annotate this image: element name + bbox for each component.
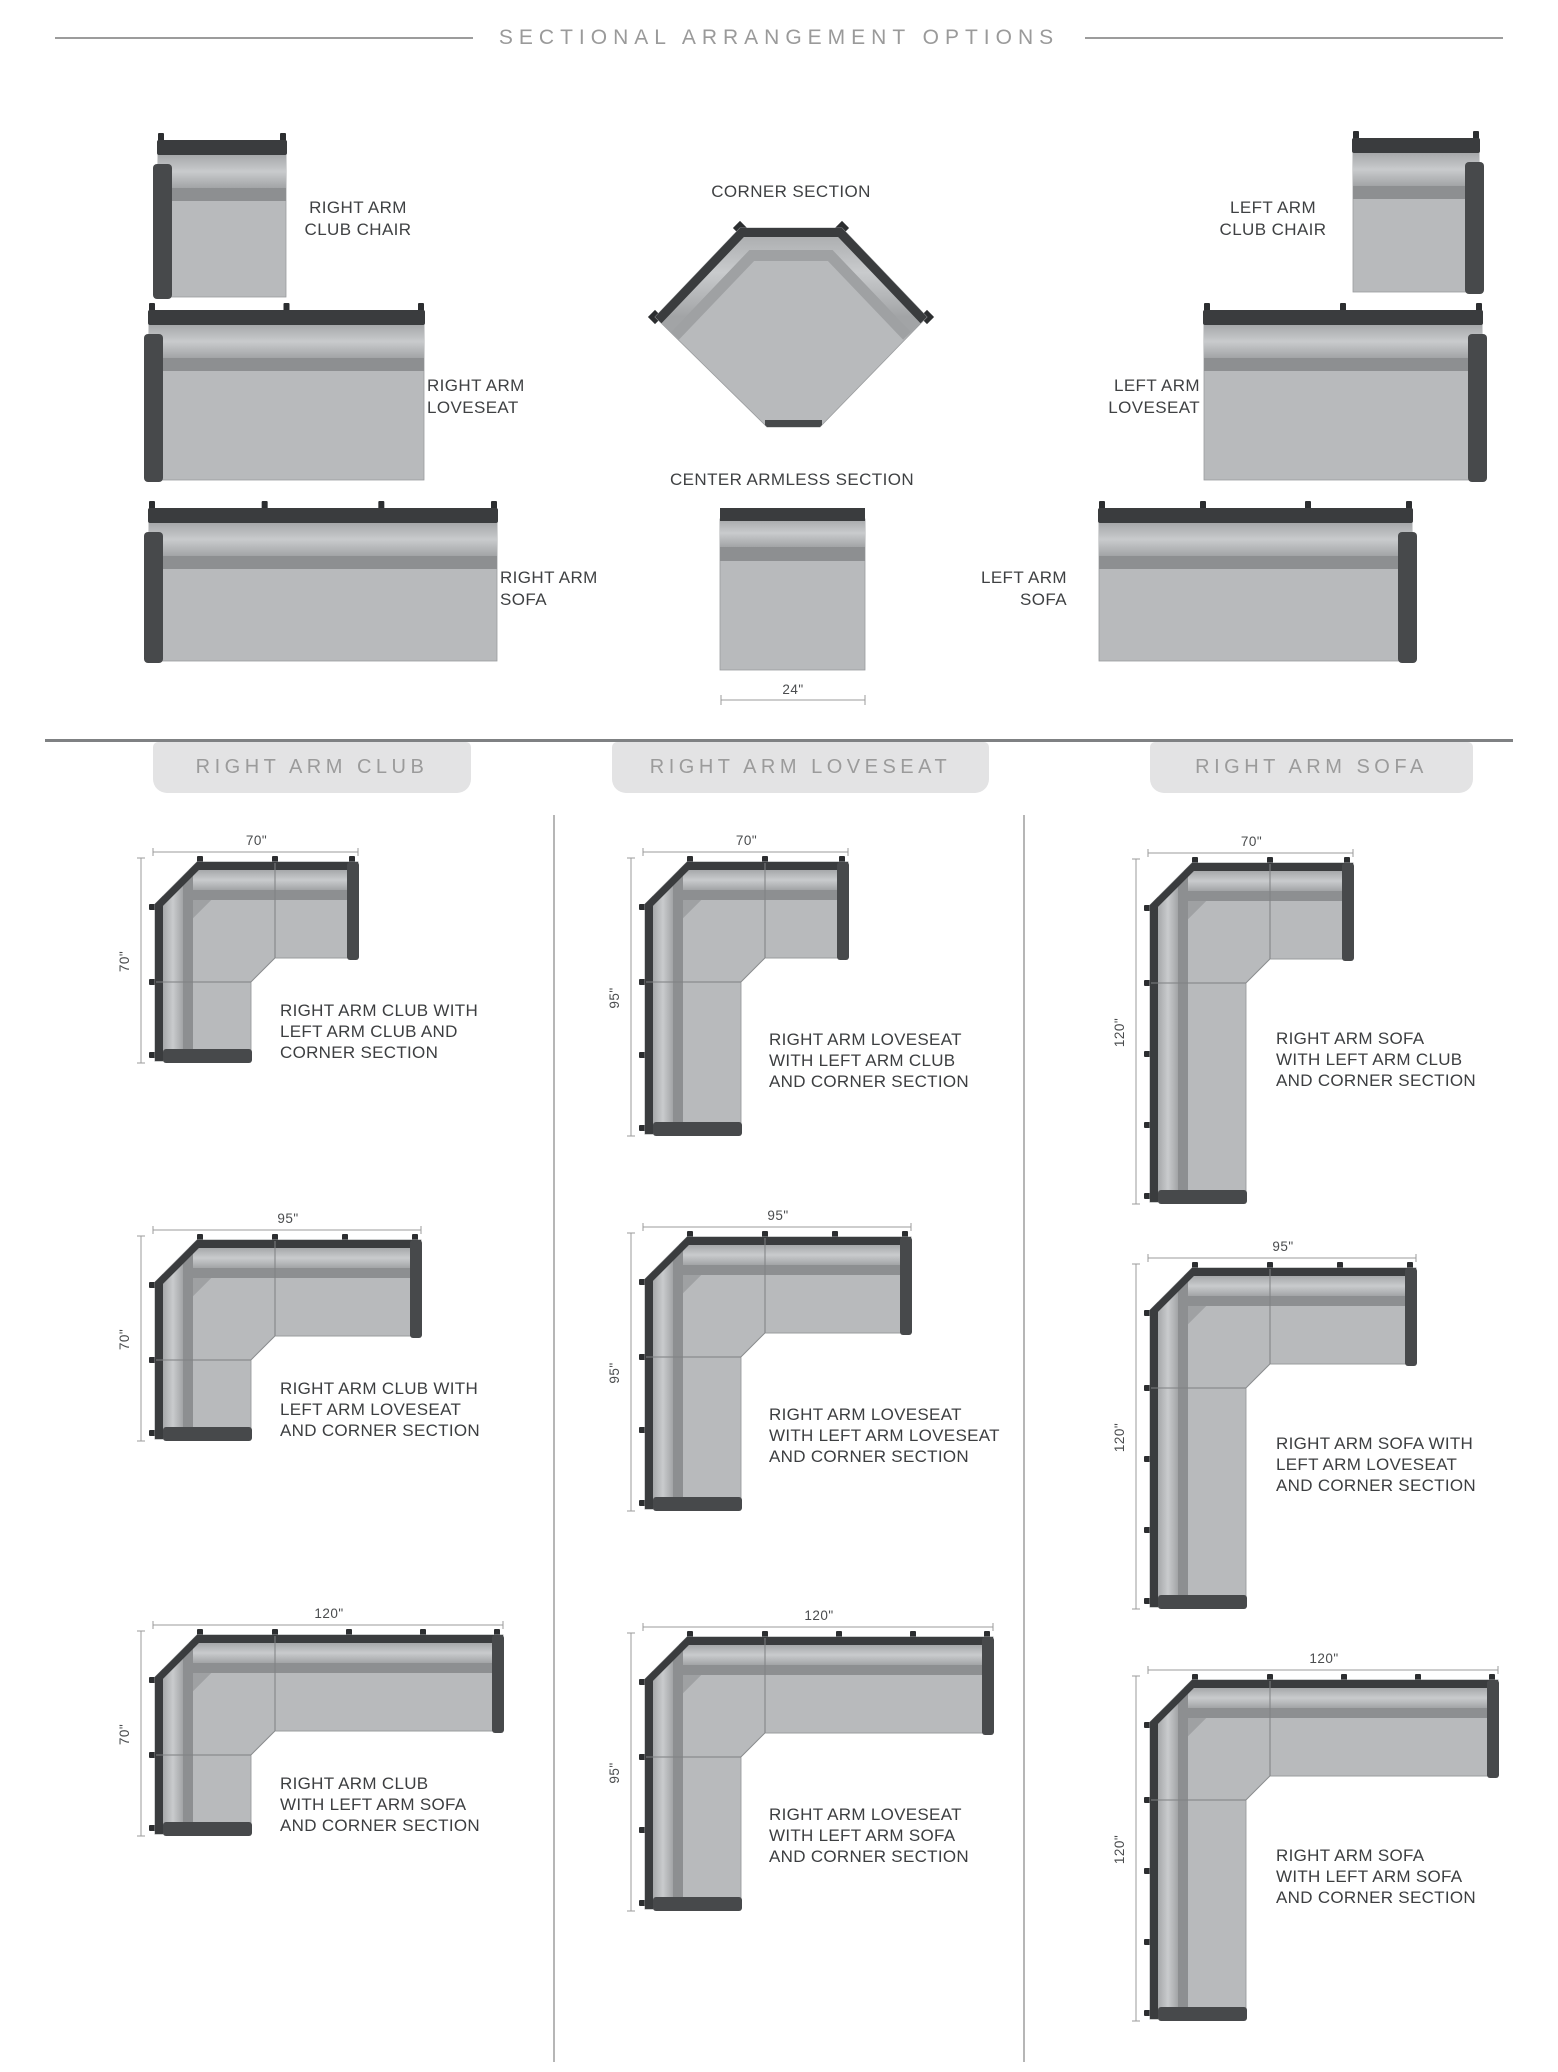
label-line: CLUB CHAIR — [1219, 220, 1327, 239]
arrangement-description — [1276, 1433, 1536, 1496]
description-line: LEFT ARM CLUB AND — [280, 1022, 458, 1041]
width-dimension-label: 70" — [735, 833, 758, 848]
label-line: LEFT ARM — [1229, 198, 1317, 217]
width-dimension-label: 120" — [804, 1608, 834, 1623]
label-line: LEFT ARM — [1113, 376, 1200, 395]
width-dimension-label: 70" — [1240, 834, 1263, 849]
height-dimension — [627, 858, 635, 1136]
height-dimension-label: 70" — [117, 1328, 132, 1351]
arrangement-description — [280, 1000, 540, 1063]
label-line: SOFA — [500, 590, 547, 609]
right-arm-club-chair-label — [288, 197, 428, 241]
height-dimension — [1132, 1676, 1140, 2021]
description-line: CORNER SECTION — [280, 1043, 439, 1062]
description-line: RIGHT ARM SOFA WITH — [1276, 1434, 1474, 1453]
armless-width-dimension: 24" — [782, 682, 804, 697]
description-line: RIGHT ARM LOVESEAT — [769, 1030, 962, 1049]
description-line: AND CORNER SECTION — [280, 1816, 480, 1835]
width-dimension — [643, 848, 848, 856]
center-armless-section-diagram — [718, 504, 870, 706]
left-arm-club-chair-label — [1203, 197, 1343, 241]
height-dimension — [1132, 859, 1140, 1204]
width-dimension-label: 120" — [1309, 1651, 1339, 1666]
height-dimension-label: 70" — [117, 950, 132, 973]
description-line: RIGHT ARM CLUB — [280, 1774, 429, 1793]
sectional-diagram — [1106, 1644, 1514, 2037]
header-rule-left — [55, 37, 473, 39]
description-line: WITH LEFT ARM CLUB — [769, 1051, 956, 1070]
header-rule-right — [1085, 37, 1503, 39]
left-arm-sofa-label — [907, 567, 1067, 611]
description-line: WITH LEFT ARM LOVESEAT — [769, 1426, 1000, 1445]
page-title: SECTIONAL ARRANGEMENT OPTIONS — [498, 26, 1060, 49]
height-dimension-label: 95" — [607, 1362, 622, 1384]
description-line: WITH LEFT ARM CLUB — [1276, 1050, 1463, 1069]
tab-right-arm-sofa: RIGHT ARM SOFA — [1150, 742, 1473, 793]
label-line: RIGHT ARM — [427, 376, 525, 395]
height-dimension — [137, 1631, 145, 1836]
label-line: LOVESEAT — [1108, 398, 1200, 417]
description-line: AND CORNER SECTION — [280, 1421, 480, 1440]
arrangement-description — [769, 1404, 1029, 1467]
height-dimension-label: 95" — [607, 987, 622, 1009]
label-line: LEFT ARM — [980, 568, 1067, 587]
width-dimension-label: 120" — [314, 1606, 344, 1621]
sectional-diagram — [601, 1601, 1009, 1927]
description-line: WITH LEFT ARM SOFA — [280, 1795, 467, 1814]
height-dimension-label: 95" — [607, 1762, 622, 1784]
width-dimension — [153, 848, 358, 856]
arrangement-description — [1276, 1845, 1536, 1908]
description-line: RIGHT ARM CLUB WITH — [280, 1379, 479, 1398]
description-line: AND CORNER SECTION — [769, 1447, 969, 1466]
page-header — [55, 26, 1503, 50]
width-dimension-label: 95" — [1272, 1239, 1294, 1254]
width-dimension-label: 95" — [277, 1211, 299, 1226]
width-dimension — [643, 1223, 911, 1231]
width-dimension — [1148, 1254, 1416, 1262]
width-dimension — [153, 1621, 503, 1629]
height-dimension — [627, 1233, 635, 1511]
label-line: LOVESEAT — [427, 398, 519, 417]
description-line: RIGHT ARM SOFA — [1276, 1846, 1425, 1865]
height-dimension-label: 120" — [1112, 1834, 1127, 1865]
height-dimension — [137, 858, 145, 1063]
left-arm-sofa-diagram — [1092, 500, 1419, 667]
width-dimension-label: 70" — [245, 833, 268, 848]
height-dimension — [627, 1633, 635, 1911]
width-dimension — [1148, 1666, 1498, 1674]
center-armless-section-label: CENTER ARMLESS SECTION — [669, 470, 914, 489]
description-line: RIGHT ARM CLUB WITH — [280, 1001, 479, 1020]
left-arm-club-chair-diagram — [1346, 130, 1486, 298]
tab-right-arm-club: RIGHT ARM CLUB — [153, 742, 471, 793]
description-line: AND CORNER SECTION — [1276, 1888, 1476, 1907]
tab-right-arm-loveseat: RIGHT ARM LOVESEAT — [612, 742, 989, 793]
corner-section-label: CORNER SECTION — [711, 182, 871, 201]
description-line: RIGHT ARM LOVESEAT — [769, 1805, 962, 1824]
height-dimension-label: 120" — [1112, 1017, 1127, 1048]
right-arm-loveseat-diagram — [142, 302, 431, 486]
description-line: LEFT ARM LOVESEAT — [1276, 1455, 1458, 1474]
label-line: SOFA — [1020, 590, 1067, 609]
right-arm-sofa-diagram — [142, 500, 504, 667]
arrangement-description — [769, 1029, 1029, 1092]
left-arm-loveseat-diagram — [1197, 302, 1489, 486]
arrangement-description — [280, 1773, 540, 1836]
description-line: AND CORNER SECTION — [1276, 1476, 1476, 1495]
height-dimension — [1132, 1264, 1140, 1609]
arrangement-description — [769, 1804, 1029, 1867]
sectional-diagram — [1106, 827, 1369, 1220]
description-line: WITH LEFT ARM SOFA — [1276, 1867, 1463, 1886]
width-dimension — [153, 1226, 421, 1234]
label-line: RIGHT ARM — [309, 198, 407, 217]
sectional-diagram — [601, 1201, 927, 1527]
label-line: CLUB CHAIR — [304, 220, 412, 239]
right-arm-loveseat-label — [427, 375, 525, 419]
sectional-diagram — [1106, 1232, 1432, 1625]
arrangement-description — [1276, 1028, 1536, 1091]
corner-section-diagram — [650, 213, 932, 435]
sectional-diagram — [601, 826, 864, 1152]
description-line: AND CORNER SECTION — [769, 1847, 969, 1866]
right-arm-sofa-label — [500, 567, 598, 611]
height-dimension — [137, 1236, 145, 1441]
width-dimension — [643, 1623, 993, 1631]
description-line: AND CORNER SECTION — [769, 1072, 969, 1091]
height-dimension-label: 70" — [117, 1723, 132, 1746]
column-separator — [553, 815, 555, 2062]
description-line: RIGHT ARM LOVESEAT — [769, 1405, 962, 1424]
left-arm-loveseat-label — [1040, 375, 1200, 419]
height-dimension-label: 120" — [1112, 1422, 1127, 1453]
description-line: RIGHT ARM SOFA — [1276, 1029, 1425, 1048]
description-line: WITH LEFT ARM SOFA — [769, 1826, 956, 1845]
label-line: RIGHT ARM — [500, 568, 598, 587]
width-dimension — [1148, 849, 1353, 857]
description-line: AND CORNER SECTION — [1276, 1071, 1476, 1090]
description-line: LEFT ARM LOVESEAT — [280, 1400, 462, 1419]
width-dimension-label: 95" — [767, 1208, 789, 1223]
right-arm-club-chair-diagram — [151, 132, 293, 303]
arrangement-description — [280, 1378, 540, 1441]
